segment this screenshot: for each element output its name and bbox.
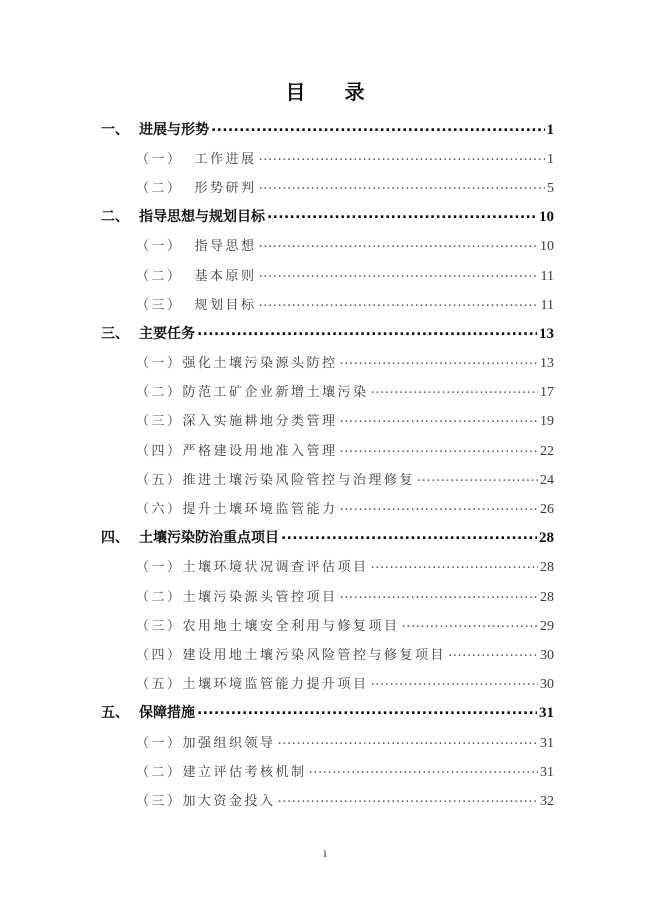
chapter-title: 进展与形势 (139, 121, 209, 138)
dot-leader (371, 382, 538, 397)
toc-section[interactable] (0, 639, 650, 668)
page-number: 31 (540, 764, 554, 780)
section-number: （三） (136, 618, 183, 634)
dot-leader (371, 674, 538, 689)
section-title: 规划目标 (194, 297, 257, 313)
page-number: 30 (540, 647, 554, 663)
toc-section[interactable] (0, 756, 650, 785)
dot-leader (340, 411, 538, 426)
toc-section[interactable] (0, 172, 650, 201)
section-number: （二） (136, 268, 183, 284)
dot-leader (278, 791, 538, 806)
section-title: 形势研判 (194, 180, 257, 196)
dot-leader (259, 178, 545, 193)
page-number: 10 (540, 239, 554, 255)
section-number: （二） (136, 589, 183, 605)
page-number: 10 (539, 209, 554, 226)
page-number: 22 (540, 443, 554, 459)
dot-leader (259, 236, 538, 251)
toc-section[interactable] (0, 552, 650, 581)
toc-chapter-1[interactable] (0, 114, 650, 143)
section-number: （一） (136, 735, 183, 751)
toc-section[interactable] (0, 435, 650, 464)
page-number: 13 (539, 325, 554, 342)
page-number: 31 (540, 735, 554, 751)
chapter-number: 四、 (101, 530, 129, 547)
section-title: 提升土壤环境监管能力 (182, 502, 338, 518)
footer-page-number: i (323, 846, 327, 860)
page-number: 26 (540, 502, 554, 518)
dot-leader (197, 323, 537, 339)
page-number: 5 (547, 180, 554, 196)
toc-chapter-5[interactable] (0, 698, 650, 727)
dot-leader (197, 702, 537, 718)
table-of-contents (0, 114, 650, 815)
section-number: （一） (136, 151, 183, 167)
chapter-title: 指导思想与规划目标 (139, 209, 265, 226)
dot-leader (340, 441, 538, 456)
toc-section[interactable] (0, 727, 650, 756)
section-number: （五） (136, 472, 183, 488)
page-number: 11 (540, 297, 554, 313)
section-number: （一） (136, 560, 183, 576)
section-number: （三） (136, 793, 183, 809)
page-number: 29 (540, 618, 554, 634)
page-number: 28 (539, 530, 554, 547)
toc-section[interactable] (0, 493, 650, 522)
section-title: 基本原则 (194, 268, 257, 284)
page-number: 11 (540, 268, 554, 284)
section-number: （二） (136, 180, 183, 196)
toc-section[interactable] (0, 669, 650, 698)
section-number: （三） (136, 414, 183, 430)
chapter-title: 主要任务 (139, 325, 195, 342)
dot-leader (259, 266, 539, 281)
page-number: 24 (540, 472, 554, 488)
dot-leader (340, 353, 538, 368)
toc-title: 目 录 (285, 80, 381, 104)
toc-section[interactable] (0, 406, 650, 435)
dot-leader (371, 557, 538, 572)
section-title: 推进土壤污染风险管控与治理修复 (182, 472, 416, 488)
toc-section[interactable] (0, 581, 650, 610)
page-number: 19 (540, 414, 554, 430)
page-number: 28 (540, 560, 554, 576)
section-number: （三） (136, 297, 183, 313)
section-number: （二） (136, 764, 183, 780)
toc-section[interactable] (0, 464, 650, 493)
section-title: 土壤环境监管能力提升项目 (182, 677, 369, 693)
section-number: （六） (136, 502, 183, 518)
section-number: （二） (136, 385, 183, 401)
toc-chapter-2[interactable] (0, 202, 650, 231)
toc-section[interactable] (0, 377, 650, 406)
dot-leader (340, 587, 538, 602)
dot-leader (448, 645, 538, 660)
section-title: 工作进展 (194, 151, 257, 167)
page-number: 17 (540, 385, 554, 401)
dot-leader (278, 733, 538, 748)
section-title: 土壤环境状况调查评估项目 (182, 560, 369, 576)
dot-leader (259, 295, 539, 310)
section-title: 加强组织领导 (182, 735, 276, 751)
toc-section[interactable] (0, 289, 650, 318)
dot-leader (402, 616, 538, 631)
page-number: 30 (540, 677, 554, 693)
toc-section[interactable] (0, 143, 650, 172)
page-number: 31 (539, 705, 554, 722)
dot-leader (267, 206, 537, 222)
chapter-title: 保障措施 (139, 705, 195, 722)
page-number: 13 (540, 356, 554, 372)
section-number: （一） (136, 356, 183, 372)
toc-section[interactable] (0, 348, 650, 377)
section-title: 土壤污染源头管控项目 (182, 589, 338, 605)
section-title: 建立评估考核机制 (182, 764, 307, 780)
chapter-number: 一、 (101, 121, 129, 138)
section-title: 建设用地土壤污染风险管控与修复项目 (182, 647, 447, 663)
chapter-number: 三、 (101, 325, 129, 342)
page-number: 28 (540, 589, 554, 605)
chapter-title: 土壤污染防治重点项目 (139, 530, 279, 547)
dot-leader (340, 499, 538, 514)
toc-section[interactable] (0, 260, 650, 289)
page-number: 1 (546, 121, 554, 138)
toc-section[interactable] (0, 785, 650, 814)
toc-section[interactable] (0, 231, 650, 260)
toc-chapter-4[interactable] (0, 523, 650, 552)
dot-leader (309, 762, 538, 777)
dot-leader (417, 470, 538, 485)
section-title: 指导思想 (194, 239, 257, 255)
section-title: 加大资金投入 (182, 793, 276, 809)
section-number: （四） (136, 647, 183, 663)
page-number: 1 (547, 151, 554, 167)
section-title: 深入实施耕地分类管理 (182, 414, 338, 430)
section-number: （一） (136, 239, 183, 255)
chapter-number: 五、 (101, 705, 129, 722)
dot-leader (281, 527, 537, 543)
toc-section[interactable] (0, 610, 650, 639)
toc-chapter-3[interactable] (0, 318, 650, 347)
page-number: 32 (540, 793, 554, 809)
chapter-number: 二、 (101, 209, 129, 226)
dot-leader (211, 119, 545, 135)
dot-leader (259, 149, 545, 164)
section-number: （五） (136, 677, 183, 693)
section-number: （四） (136, 443, 183, 459)
section-title: 严格建设用地准入管理 (182, 443, 338, 459)
section-title: 农用地土壤安全利用与修复项目 (182, 618, 400, 634)
section-title: 强化土壤污染源头防控 (182, 356, 338, 372)
section-title: 防范工矿企业新增土壤污染 (182, 385, 369, 401)
